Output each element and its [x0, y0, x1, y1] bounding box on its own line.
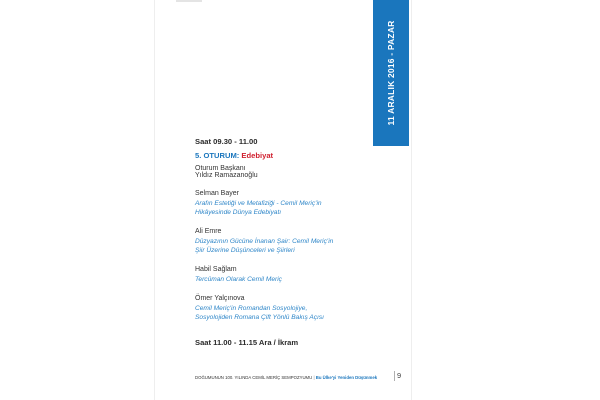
- session-schedule: [195, 137, 375, 347]
- page-number-divider: [394, 371, 395, 381]
- speaker-item: [195, 190, 375, 217]
- talk-title: Düzyazının Gücüne İnanan Şair: Cemil Meriç'in Şiir Üzerine Düşünceleri ve Şiirleri: [195, 238, 334, 254]
- top-rule: [176, 0, 202, 2]
- session-topic: Edebiyat: [241, 151, 274, 160]
- talk-title: Cemil Meriç'in Romandan Sosyolojiye, Sosyolojiden Romana Çift Yönlü Bakış Açısı: [195, 305, 325, 321]
- speaker-name: Habil Sağlam: [195, 266, 237, 273]
- page-number: 9: [397, 371, 402, 380]
- speaker-name: Ali Emre: [195, 228, 222, 235]
- talk-title: Arafın Estetiği ve Metafiziği - Cemil Meriç'in Hikâyesinde Dünya Edebiyatı: [195, 200, 322, 216]
- date-tab: [373, 0, 409, 146]
- footer-tagline: Bu Ülke'yi Yeniden Düşünmek: [315, 375, 378, 380]
- footer-symposium-title: DOĞUMUNUN 100. YILINDA CEMİL MERİÇ SEMPOZYUMU: [195, 375, 313, 380]
- talk-title: Tercüman Olarak Cemil Meriç: [195, 276, 282, 283]
- break-time: Saat 11.00 - 11.15 Ara / İkram: [195, 338, 299, 347]
- chair-label: Oturum Başkanı: [195, 165, 246, 172]
- footer-separator: |: [313, 375, 315, 380]
- chair-name: Yıldız Ramazanoğlu: [195, 172, 258, 179]
- speaker-item: [195, 295, 375, 322]
- footer: [195, 375, 395, 380]
- speaker-name: Ömer Yalçınova: [195, 295, 245, 302]
- speaker-item: [195, 228, 375, 255]
- date-tab-label: 11 ARALIK 2016 - PAZAR: [386, 20, 396, 126]
- session-time: Saat 09.30 - 11.00: [195, 137, 258, 146]
- session-title: [195, 151, 375, 160]
- speaker-item: [195, 266, 375, 284]
- speaker-name: Selman Bayer: [195, 190, 239, 197]
- session-number: 5. OTURUM:: [195, 151, 240, 160]
